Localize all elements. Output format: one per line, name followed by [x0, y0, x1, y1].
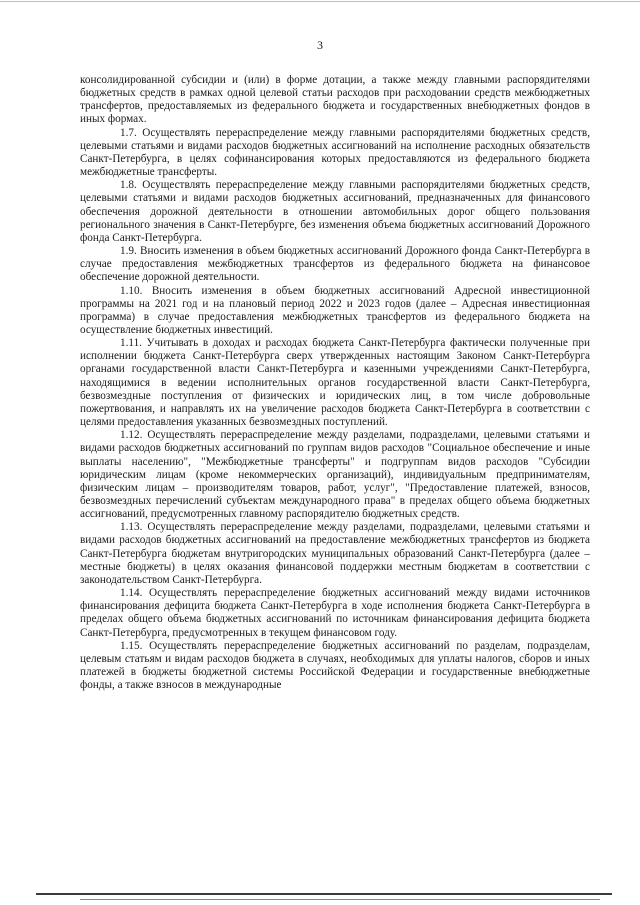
paragraph-1-11: 1.11. Учитывать в доходах и расходах бюджета Санкт-Петербурга фактически полученные при исполнении бюджета Санкт-Петербурга сверх утвержденных настоящим Законом Санкт-Петербурга органами государственной власти Санкт-Петербурга и казенными учреждениями Санкт-Петербурга, находящимися в ведении исполнительных органов государственной власти Санкт-Петербурга, безвозмездные поступления от физических и юридических лиц, в том числе добровольные пожертвования, и направлять их на увеличение расходов бюджета Санкт-Петербурга в соответствии с целями предоставления указанных безвозмездных поступлений.: [80, 337, 590, 429]
scan-edge-top: [0, 1, 640, 2]
document-body: [80, 74, 590, 692]
scan-edge-bottom-secondary: [80, 899, 600, 900]
paragraph-1-14: 1.14. Осуществлять перераспределение бюджетных ассигнований между видами источников финансирования дефицита бюджета Санкт-Петербурга в ходе исполнения бюджета Санкт-Петербурга в пределах общего объема бюджетных ассигнований по источникам финансирования дефицита бюджета Санкт-Петербурга, предусмотренных в текущем финансовом году.: [80, 587, 590, 639]
paragraph-1-10: 1.10. Вносить изменения в объем бюджетных ассигнований Адресной инвестиционной программы на 2021 год и на плановый период 2022 и 2023 годов (далее – Адресная инвестиционная программа) в случае предоставления межбюджетных трансфертов из федерального бюджета на осуществление бюджетных инвестиций.: [80, 284, 590, 336]
paragraph-1-7: 1.7. Осуществлять перераспределение между главными распорядителями бюджетных средств, целевыми статьями и видами расходов бюджетных ассигнований на исполнение расходных обязательств Санкт-Петербурга, в целях софинансирования которых предоставляются из федерального бюджета межбюджетные трансферты.: [80, 126, 590, 179]
page-number: 3: [317, 38, 323, 52]
paragraph-1-13: 1.13. Осуществлять перераспределение между разделами, подразделами, целевыми статьями и видами расходов бюджетных ассигнований на предоставление межбюджетных трансфертов из бюджета Санкт-Петербурга бюджетам внутригородских муниципальных образований Санкт-Петербурга (далее – местные бюджеты) в целях оказания финансовой поддержки местным бюджетам в соответствии с законодательством Санкт-Петербурга.: [80, 521, 590, 586]
paragraph-continuation: консолидированной субсидии и (или) в форме дотации, а также между главными распорядителями бюджетных средств в рамках одной целевой статьи расходов при расходовании средств межбюджетных трансфертов, предоставляемых из федерального бюджета и государственных внебюджетных фондов в иных формах.: [80, 74, 590, 126]
paragraph-1-8: 1.8. Осуществлять перераспределение между главными распорядителями бюджетных средств, целевыми статьями и видами расходов бюджетных ассигнований, предназначенных для финансового обеспечения дорожной деятельности в отношении автомобильных дорог общего пользования регионального значения в Санкт-Петербурге, без изменения объема бюджетных ассигнований Дорожного фонда Санкт-Петербурга.: [80, 179, 590, 244]
paragraph-1-15: 1.15. Осуществлять перераспределение бюджетных ассигнований по разделам, подразделам, целевым статьям и видам расходов бюджета в случаях, необходимых для уплаты налогов, сборов и иных платежей в бюджеты бюджетной системы Российской Федерации и государственные внебюджетные фонды, а также взносов в международные: [80, 639, 590, 692]
paragraph-1-12: 1.12. Осуществлять перераспределение между разделами, подразделами, целевыми статьями и видами расходов бюджетных ассигнований по группам видов расходов "Социальное обеспечение и иные выплаты населению", "Межбюджетные трансферты" и подгруппам видов расходов "Субсидии юридическим лицам (кроме некоммерческих организаций), индивидуальным предпринимателям, физическим лицам – производителям товаров, работ, услуг", "Предоставление платежей, взносов, безвозмездных перечислений субъектам международного права" в пределах общего объема бюджетных ассигнований, предусмотренных главному распорядителю бюджетных средств.: [80, 429, 590, 521]
paragraph-1-9: 1.9. Вносить изменения в объем бюджетных ассигнований Дорожного фонда Санкт-Петербурга в случае предоставления межбюджетных трансфертов из федерального бюджета на финансовое обеспечение дорожной деятельности.: [80, 245, 590, 284]
scan-edge-bottom: [36, 893, 612, 895]
